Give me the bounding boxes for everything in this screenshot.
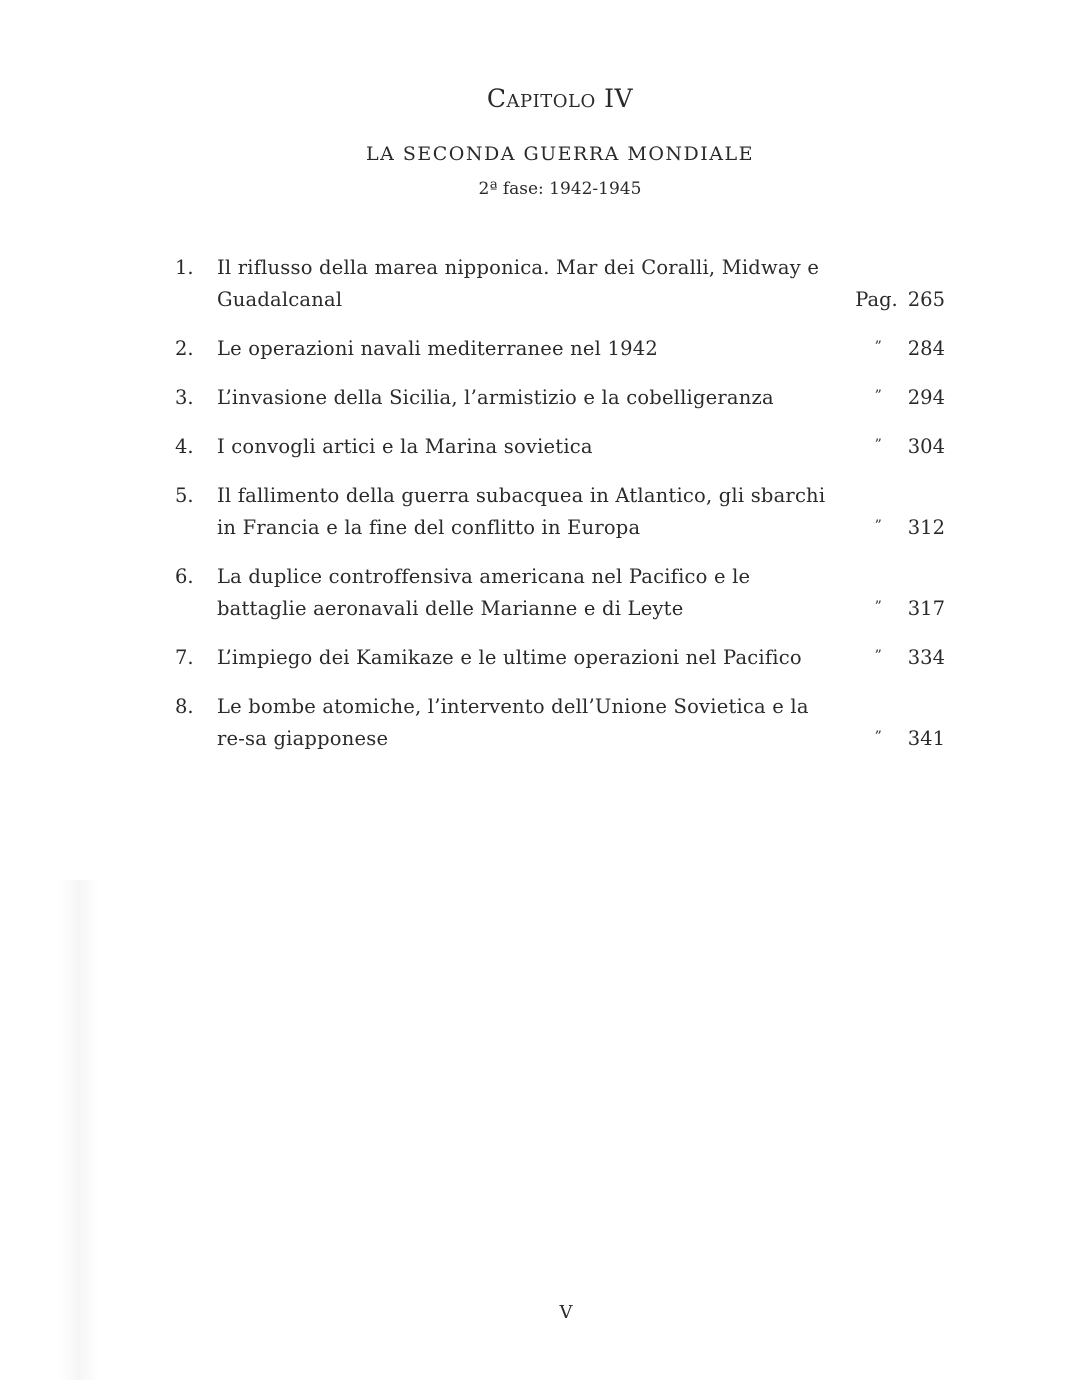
toc-entry-title: La duplice controffensiva americana nel Pacifico e le battaglie aeronavali delle Marianne e di Leyte <box>217 565 751 620</box>
toc-page-number: 317 <box>907 597 945 620</box>
toc-page-number: 312 <box>907 516 945 539</box>
toc-ditto-mark: ” <box>874 339 882 355</box>
toc-entry-number: 5. <box>175 484 194 507</box>
toc-entry <box>175 333 945 365</box>
table-of-contents <box>175 252 945 772</box>
toc-entry-title: Le bombe atomiche, l’intervento dell’Unione Sovietica e la re-sa giapponese <box>217 695 809 750</box>
chapter-subtitle: 2ª fase: 1942-1945 <box>478 179 642 199</box>
toc-entry-title: Il riflusso della marea nipponica. Mar dei Coralli, Midway e Guadalcanal <box>217 256 820 311</box>
toc-entry <box>175 691 945 755</box>
toc-ditto-mark: ” <box>874 729 882 745</box>
toc-entry-title: Le operazioni navali mediterranee nel 1942 <box>217 337 658 360</box>
toc-page-number: 265 <box>907 288 945 311</box>
toc-entry-page-ref <box>875 380 945 414</box>
toc-page-label: Pag. <box>855 288 898 311</box>
toc-page-number: 294 <box>907 386 945 409</box>
toc-entry-page-ref <box>854 284 945 316</box>
toc-entry <box>175 431 945 463</box>
toc-entry-title: I convogli artici e la Marina sovietica <box>217 435 593 458</box>
toc-entry-number: 6. <box>175 565 194 588</box>
toc-ditto-mark: ” <box>874 648 882 664</box>
toc-entry <box>175 480 945 544</box>
toc-entry <box>175 642 945 674</box>
toc-entry-page-ref <box>875 591 945 625</box>
toc-entry-title: L’impiego dei Kamikaze e le ultime operazioni nel Pacifico <box>217 646 802 669</box>
toc-entry <box>175 561 945 625</box>
toc-entry <box>175 382 945 414</box>
toc-entry-number: 1. <box>175 256 194 279</box>
toc-entry-page-ref <box>875 331 945 365</box>
toc-entry-number: 2. <box>175 337 194 360</box>
toc-entry-page-ref <box>875 510 945 544</box>
toc-page-number: 341 <box>907 727 945 750</box>
chapter-title: LA SECONDA GUERRA MONDIALE <box>365 143 755 165</box>
toc-entry-page-ref <box>875 429 945 463</box>
toc-page-number: 284 <box>907 337 945 360</box>
toc-ditto-mark: ” <box>874 437 882 453</box>
toc-ditto-mark: ” <box>874 518 882 534</box>
toc-page-number: 334 <box>907 646 945 669</box>
toc-entry <box>175 252 945 316</box>
toc-entry-page-ref <box>875 640 945 674</box>
toc-ditto-mark: ” <box>874 599 882 615</box>
toc-entry-number: 4. <box>175 435 194 458</box>
toc-entry-number: 8. <box>175 695 194 718</box>
toc-entry-title: L’invasione della Sicilia, l’armistizio e la cobelligeranza <box>217 386 774 409</box>
page-number: V <box>559 1302 573 1323</box>
chapter-heading: Capitolo IV <box>486 84 634 113</box>
toc-page-number: 304 <box>907 435 945 458</box>
toc-entry-title: Il fallimento della guerra subacquea in Atlantico, gli sbarchi in Francia e la fine del conflitto in Europa <box>217 484 826 539</box>
toc-entry-number: 3. <box>175 386 194 409</box>
toc-entry-page-ref <box>875 721 945 755</box>
toc-entry-number: 7. <box>175 646 194 669</box>
toc-ditto-mark: ” <box>874 388 882 404</box>
